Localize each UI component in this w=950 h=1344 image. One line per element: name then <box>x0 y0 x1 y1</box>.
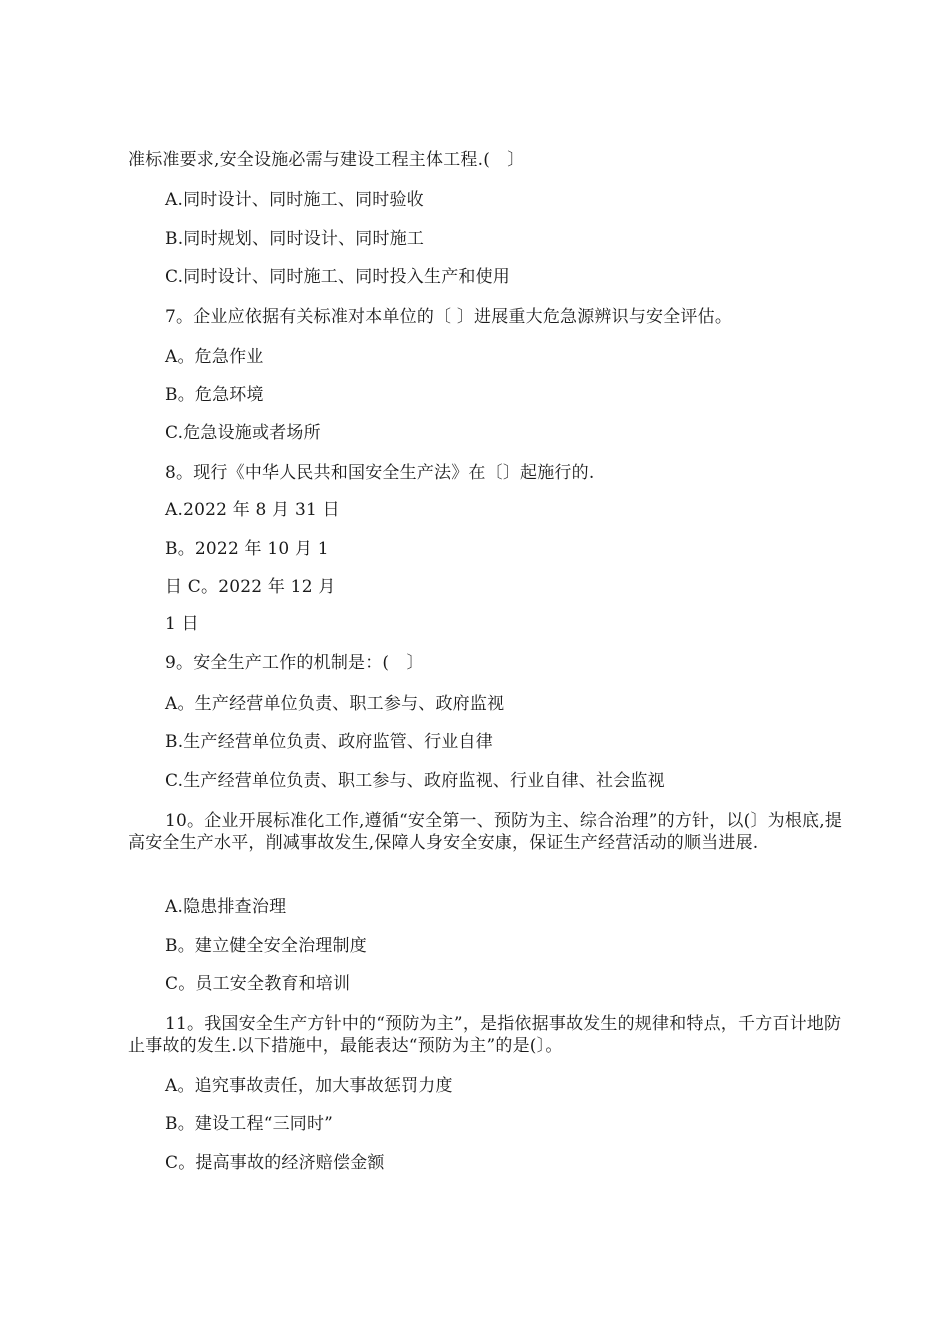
question-9-option-b: B.生产经营单位负责、政府监管、行业自律 <box>165 732 493 752</box>
question-8-stem: 8。现行《中华人民共和国安全生产法》在〔〕起施行的. <box>165 463 595 483</box>
question-7-stem: 7。企业应依据有关标准对本单位的〔 〕进展重大危急源辨识与安全评估。 <box>165 307 733 327</box>
question-8-option-a: A.2022 年 8 月 31 日 <box>165 500 340 520</box>
question-6-stem-tail: 准标准要求,安全设施必需与建设工程主体工程.( 〕 <box>128 150 525 170</box>
question-8-option-c: 日 C。2022 年 12 月 <box>165 577 336 597</box>
question-7-option-b: B。危急环境 <box>165 385 264 405</box>
question-8-option-c-tail: 1 日 <box>165 614 199 634</box>
question-11-option-a: A。追究事故责任，加大事故惩罚力度 <box>165 1076 453 1096</box>
question-7-option-a: A。危急作业 <box>165 347 264 367</box>
question-11-option-c: C。提高事故的经济赔偿金额 <box>165 1153 385 1173</box>
question-9-option-a: A。生产经营单位负责、职工参与、政府监视 <box>165 694 505 714</box>
question-10-option-c: C。员工安全教育和培训 <box>165 974 351 994</box>
question-7-option-c: C.危急设施或者场所 <box>165 423 321 443</box>
question-10-option-b: B。建立健全安全治理制度 <box>165 936 367 956</box>
question-11-option-b: B。建设工程“三同时” <box>165 1114 334 1134</box>
question-10-stem: 10。企业开展标准化工作,遵循“安全第一、预防为主、综合治理”的方针，以(〕为根底,提高安全生产水平，削减事故发生,保障人身安全安康，保证生产经营活动的顺当进展. <box>128 811 843 853</box>
question-6-option-a: A.同时设计、同时施工、同时验收 <box>165 190 424 210</box>
question-6-option-c: C.同时设计、同时施工、同时投入生产和使用 <box>165 267 511 287</box>
question-10-option-a: A.隐患排查治理 <box>165 897 287 917</box>
question-8-option-b: B。2022 年 10 月 1 <box>165 539 329 559</box>
question-11-stem: 11。我国安全生产方针中的“预防为主”，是指依据事故发生的规律和特点，千方百计地防止事故的发生.以下措施中，最能表达“预防为主”的是(〕。 <box>128 1014 842 1056</box>
question-6-option-b: B.同时规划、同时设计、同时施工 <box>165 229 425 249</box>
question-9-option-c: C.生产经营单位负责、职工参与、政府监视、行业自律、社会监视 <box>165 771 665 791</box>
question-9-stem: 9。安全生产工作的机制是：( 〕 <box>165 653 424 673</box>
